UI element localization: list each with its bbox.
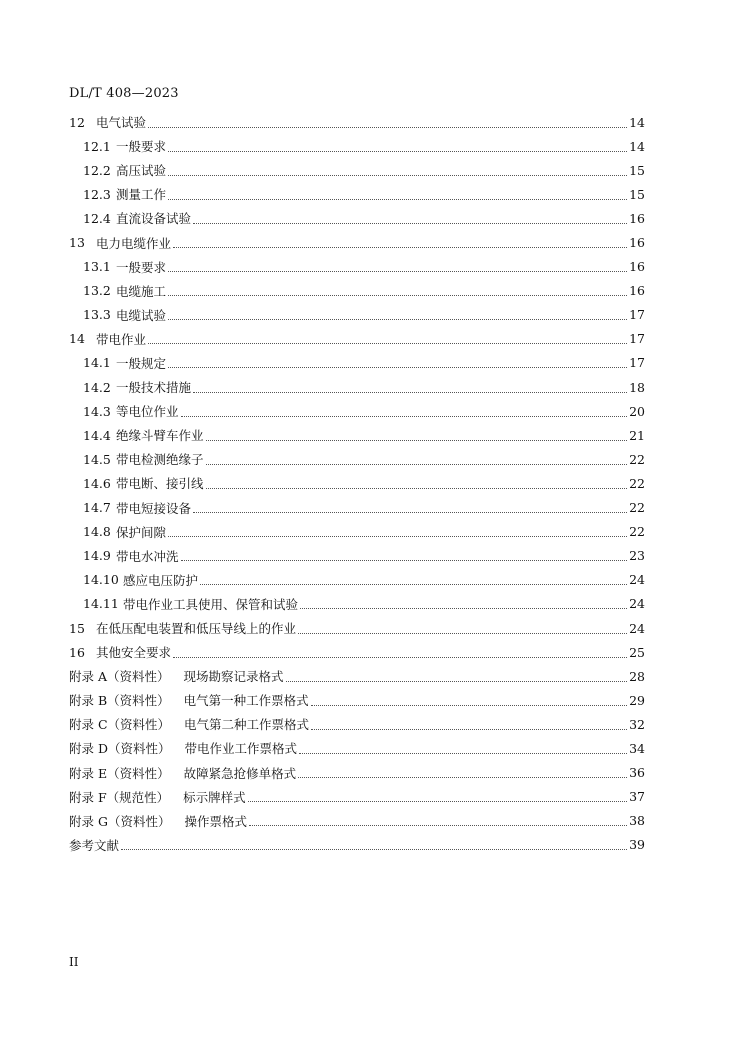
standard-code-header: DL/T 408—2023 [69,86,179,101]
toc-entry-number: 12.1 [83,138,111,154]
toc-entry-page-number: 39 [629,837,645,853]
dot-leader [168,151,627,152]
toc-entry-number: 附录 F（规范性） [69,789,170,805]
toc-entry[interactable] [69,399,645,423]
toc-entry-title: 感应电压防护 [123,572,199,588]
toc-entry-page-number: 29 [629,692,645,708]
toc-entry-number: 附录 E（资料性） [69,765,170,781]
page-number-footer: II [69,955,79,969]
toc-entry[interactable] [69,134,645,158]
toc-entry-number: 13.2 [83,283,111,299]
toc-entry[interactable] [69,447,645,471]
toc-entry-page-number: 22 [629,524,645,540]
toc-entry-title: 等电位作业 [116,404,179,420]
toc-entry[interactable] [69,616,645,640]
dot-leader [311,705,627,706]
toc-entry[interactable] [69,471,645,495]
toc-entry-number: 附录 B（资料性） [69,693,170,709]
toc-entry[interactable] [69,761,645,785]
toc-entry[interactable] [69,544,645,568]
toc-entry-title: 标示牌样式 [183,789,246,805]
toc-entry-page-number: 22 [629,451,645,467]
toc-entry-page-number: 34 [629,740,645,756]
toc-entry[interactable] [69,375,645,399]
toc-entry-title: 电力电缆作业 [96,235,172,251]
toc-entry-number: 13 [69,235,85,251]
dot-leader [193,223,627,224]
toc-entry-page-number: 28 [629,668,645,684]
toc-entry-page-number: 24 [629,572,645,588]
dot-leader [249,825,627,826]
toc-entry-title: 带电水冲洗 [116,548,179,564]
toc-entry[interactable] [69,568,645,592]
toc-entry-number: 14.2 [83,379,111,395]
toc-entry-number: 16 [69,644,85,660]
dot-leader [200,584,627,585]
toc-entry-page-number: 36 [629,765,645,781]
toc-entry-number: 15 [69,620,85,636]
dot-leader [148,343,627,344]
toc-entry-page-number: 16 [629,259,645,275]
toc-entry[interactable] [69,736,645,760]
toc-entry-title: 一般规定 [116,355,167,371]
dot-leader [248,801,627,802]
toc-entry-number: 14.11 [83,596,119,612]
toc-entry[interactable] [69,592,645,616]
dot-leader [168,536,627,537]
toc-entry[interactable] [69,423,645,447]
toc-entry[interactable] [69,664,645,688]
toc-entry-page-number: 15 [629,162,645,178]
toc-entry-title: 带电作业工具使用、保管和试验 [123,596,299,612]
dot-leader [300,608,627,609]
toc-entry[interactable] [69,809,645,833]
toc-entry-number: 14.6 [83,475,111,491]
toc-entry-title: 参考文献 [69,837,120,853]
toc-entry-title: 一般要求 [116,139,167,155]
toc-entry-page-number: 22 [629,500,645,516]
toc-entry-title: 绝缘斗臂车作业 [116,428,204,444]
toc-entry-number: 14.7 [83,500,111,516]
dot-leader [299,753,627,754]
toc-entry-number: 14.5 [83,451,111,467]
toc-entry-number: 附录 G（资料性） [69,813,171,829]
toc-entry[interactable] [69,279,645,303]
toc-entry-number: 14.8 [83,524,111,540]
toc-entry-page-number: 17 [629,331,645,347]
toc-entry-number: 13.3 [83,307,111,323]
toc-entry-number: 附录 C（资料性） [69,717,171,733]
dot-leader [173,247,627,248]
toc-entry-title: 电缆试验 [116,307,167,323]
toc-entry-page-number: 24 [629,620,645,636]
toc-entry-title: 操作票格式 [184,813,247,829]
toc-entry-page-number: 17 [629,355,645,371]
dot-leader [286,681,628,682]
dot-leader [168,295,627,296]
toc-entry[interactable] [69,255,645,279]
toc-entry-number: 13.1 [83,259,111,275]
toc-entry-number: 14.10 [83,572,119,588]
toc-entry-title: 电气试验 [96,115,147,131]
table-of-contents [69,110,645,857]
toc-entry-number: 14.4 [83,427,111,443]
toc-entry-page-number: 23 [629,548,645,564]
dot-leader [193,512,627,513]
toc-entry-title: 带电断、接引线 [116,476,204,492]
toc-entry-page-number: 25 [629,644,645,660]
dot-leader [148,127,627,128]
toc-entry-title: 现场勘察记录格式 [183,669,284,685]
toc-entry-title: 测量工作 [116,187,167,203]
toc-entry-page-number: 14 [629,114,645,130]
toc-entry-title: 保护间隙 [116,524,167,540]
toc-entry[interactable] [69,303,645,327]
toc-entry[interactable] [69,688,645,712]
toc-entry-page-number: 22 [629,475,645,491]
dot-leader [298,777,627,778]
toc-entry-title: 直流设备试验 [116,211,192,227]
toc-entry-number: 12.4 [83,210,111,226]
toc-entry-title: 带电作业 [96,331,147,347]
toc-entry-page-number: 16 [629,210,645,226]
dot-leader [168,271,627,272]
dot-leader [168,175,627,176]
dot-leader [181,416,628,417]
dot-leader [168,199,627,200]
toc-entry-page-number: 18 [629,379,645,395]
toc-entry[interactable] [69,712,645,736]
toc-entry-title: 带电作业工作票格式 [184,741,298,757]
toc-entry[interactable] [69,833,645,857]
dot-leader [168,367,627,368]
toc-entry-title: 电气第一种工作票格式 [183,693,309,709]
toc-entry-title: 在低压配电装置和低压导线上的作业 [96,621,297,637]
dot-leader [206,440,628,441]
dot-leader [206,488,628,489]
toc-entry-number: 14 [69,331,85,347]
dot-leader [173,657,627,658]
toc-entry-number: 12 [69,114,85,130]
toc-entry-number: 14.3 [83,403,111,419]
toc-entry-number: 14.9 [83,548,111,564]
toc-entry-title: 一般技术措施 [116,380,192,396]
toc-entry-number: 14.1 [83,355,111,371]
toc-entry-title: 高压试验 [116,163,167,179]
dot-leader [206,464,628,465]
toc-entry-title: 故障紧急抢修单格式 [183,765,297,781]
toc-entry[interactable] [69,785,645,809]
dot-leader [121,849,627,850]
toc-entry[interactable] [69,230,645,254]
toc-entry-page-number: 24 [629,596,645,612]
toc-entry-number: 附录 A（资料性） [69,669,170,685]
toc-entry-title: 电气第二种工作票格式 [184,717,310,733]
toc-entry[interactable] [69,158,645,182]
toc-entry[interactable] [69,351,645,375]
dot-leader [311,729,627,730]
toc-entry[interactable] [69,520,645,544]
toc-entry-page-number: 37 [629,789,645,805]
dot-leader [193,392,627,393]
toc-entry[interactable] [69,182,645,206]
toc-entry-number: 12.2 [83,162,111,178]
toc-entry[interactable] [69,110,645,134]
toc-entry-title: 其他安全要求 [96,645,172,661]
toc-entry-page-number: 32 [629,716,645,732]
toc-entry-page-number: 16 [629,283,645,299]
dot-leader [298,633,627,634]
toc-entry-title: 带电检测绝缘子 [116,452,204,468]
toc-entry-title: 带电短接设备 [116,500,192,516]
toc-entry[interactable] [69,206,645,230]
toc-entry-number: 附录 D（资料性） [69,741,171,757]
toc-entry-page-number: 16 [629,235,645,251]
toc-entry-title: 电缆施工 [116,283,167,299]
dot-leader [168,319,627,320]
toc-entry-page-number: 20 [629,403,645,419]
toc-entry[interactable] [69,327,645,351]
toc-entry-page-number: 21 [629,427,645,443]
toc-entry-title: 一般要求 [116,259,167,275]
dot-leader [181,560,628,561]
toc-entry[interactable] [69,640,645,664]
toc-entry-number: 12.3 [83,186,111,202]
toc-entry[interactable] [69,496,645,520]
toc-entry-page-number: 15 [629,186,645,202]
toc-entry-page-number: 38 [629,813,645,829]
toc-entry-page-number: 14 [629,138,645,154]
toc-entry-page-number: 17 [629,307,645,323]
